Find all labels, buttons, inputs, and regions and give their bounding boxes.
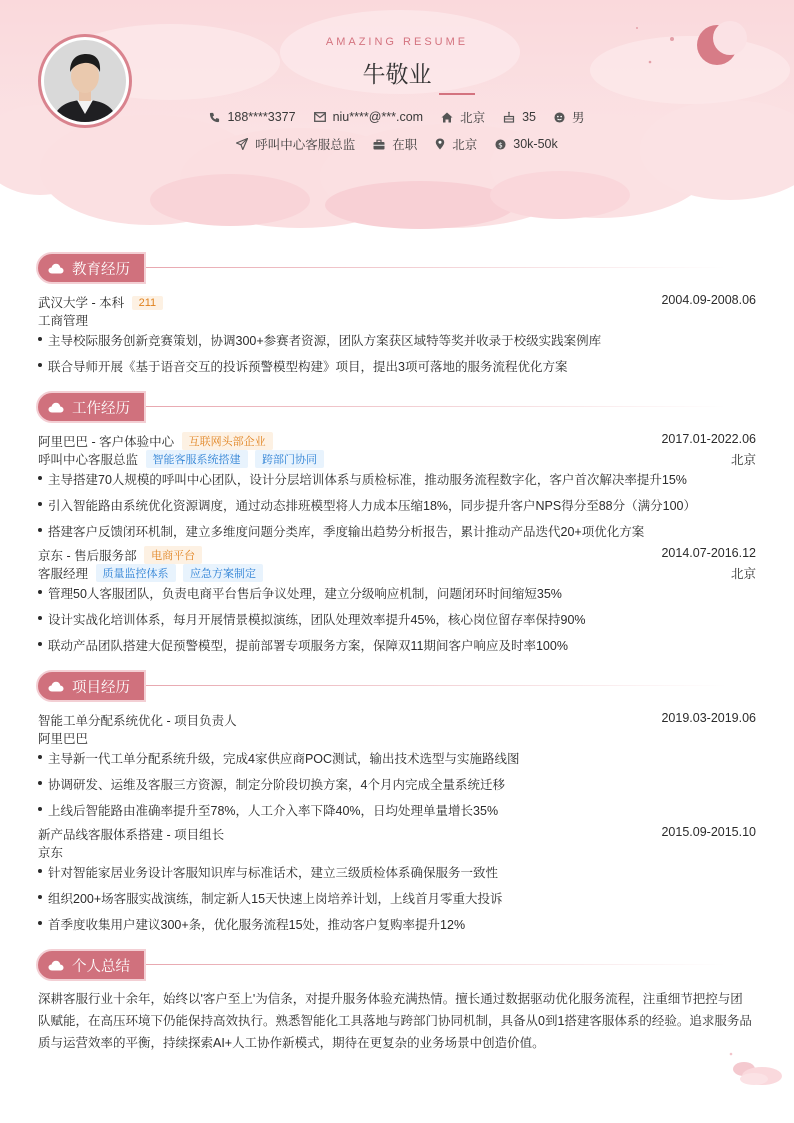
- summary-text: 深耕客服行业十余年，始终以'客户至上'为信条，对提升服务体验充满热情。擅长通过数据驱动优化服务流程，注重细节把控与团队赋能，在高压环境下仍能保持高效执行。熟悉智能化工具落地与跨部门协同机制，具备从0到1搭建客服体系的经验。追求服务品质与运营效率的平衡，持续探索AI+人工协作新模式，期待在更复杂的业务场景中创造价值。: [38, 992, 752, 1050]
- cloud-icon: [48, 402, 64, 413]
- projects-section-tab: [36, 670, 146, 702]
- contact-info-row: [0, 108, 794, 126]
- list-item: 主导校际服务创新竞赛策划，协调300+参赛者资源，团队方案获区域特等奖并收录于校级实践案例库: [38, 331, 756, 349]
- role-tag: 质量监控体系: [96, 564, 176, 582]
- candidate-name: 牛敬业: [362, 61, 432, 87]
- projects-section-header: [36, 670, 758, 704]
- list-item: 管理50人客服团队，负责电商平台售后争议处理，建立分级响应机制，问题闭环时间缩短35%: [38, 584, 756, 602]
- target-city-text: 北京: [452, 138, 478, 152]
- salary-info: [495, 135, 557, 153]
- job-role-row: [38, 564, 756, 582]
- work-section-tab: [36, 391, 146, 423]
- company-name: 阿里巴巴 - 客户体验中心: [38, 435, 175, 449]
- education-section-title: 教育经历: [72, 261, 130, 278]
- summary-section-tab: [36, 949, 146, 981]
- list-item: 主导新一代工单分配系统升级，完成4家供应商POC测试，输出技术选型与实施路线图: [38, 749, 756, 767]
- job-entry-header: [38, 546, 756, 564]
- role-tag: 智能客服系统搭建: [146, 450, 248, 468]
- list-item: 主导搭建70人规模的呼叫中心团队，设计分层培训体系与质检标准，推动服务流程数字化，客户首次解决率提升15%: [38, 470, 756, 488]
- work-section-title: 工作经历: [72, 400, 130, 417]
- job-status-info: [373, 135, 417, 153]
- project-org: 阿里巴巴: [38, 732, 89, 746]
- school-tag: 211: [132, 296, 164, 310]
- education-section-tab: [36, 252, 146, 284]
- list-item: 搭建客户反馈闭环机制，建立多维度问题分类库，季度输出趋势分析报告，累计推动产品迭代20+项优化方案: [38, 522, 756, 540]
- age-text: 35: [522, 110, 537, 124]
- job-city: 北京: [730, 567, 756, 581]
- job-status-text: 在职: [392, 138, 418, 152]
- list-item: 引入智能路由系统优化资源调度，通过动态排班模型将人力成本压缩18%，同步提升客户NPS得分至88分（满分100）: [38, 496, 756, 514]
- send-icon: [236, 138, 248, 150]
- section-divider: [146, 964, 726, 965]
- job-role: 呼叫中心客服总监: [38, 453, 139, 467]
- list-item: 上线后智能路由准确率提升至78%，人工介入率下降40%，日均处理单量增长35%: [38, 801, 756, 819]
- briefcase-icon: [373, 139, 385, 150]
- svg-text:$: $: [498, 139, 504, 149]
- cloud-icon: [48, 681, 64, 692]
- project-date: 2019.03-2019.06: [661, 711, 756, 725]
- home-icon: [441, 112, 453, 123]
- summary-section-header: [36, 949, 758, 983]
- target-city-info: [435, 135, 477, 153]
- project-name: 新产品线客服体系搭建 - 项目组长: [38, 828, 225, 842]
- school-name: 武汉大学 - 本科: [38, 296, 125, 310]
- company-name: 京东 - 售后服务部: [38, 549, 137, 563]
- job-date: 2017.01-2022.06: [661, 432, 756, 446]
- phone-text: 188****3377: [227, 110, 296, 124]
- target-position-info: [236, 135, 355, 153]
- work-section-header: [36, 391, 758, 425]
- cloud-icon: [48, 263, 64, 274]
- residence-text: 北京: [460, 111, 486, 125]
- job-role: 客服经理: [38, 567, 89, 581]
- company-tag: 互联网头部企业: [182, 432, 273, 450]
- cake-icon: [503, 111, 515, 123]
- gender-info: [554, 108, 585, 126]
- section-divider: [146, 406, 726, 407]
- education-major: 工商管理: [38, 314, 89, 328]
- project-name: 智能工单分配系统优化 - 项目负责人: [38, 714, 237, 728]
- project-entry-header: [38, 711, 756, 729]
- list-item: 协调研发、运维及客服三方资源，制定分阶段切换方案，4个月内完成全量系统迁移: [38, 775, 756, 793]
- residence-info: [441, 108, 485, 126]
- section-divider: [146, 267, 726, 268]
- list-item: 首季度收集用户建议300+条，优化服务流程15处，推动客户复购率提升12%: [38, 915, 756, 933]
- email-info: [314, 108, 424, 126]
- money-icon: [495, 139, 506, 150]
- name-underline: [439, 93, 475, 95]
- summary-section-title: 个人总结: [72, 958, 130, 975]
- list-item: 针对智能家居业务设计客服知识库与标准话术，建立三级质检体系确保服务一致性: [38, 863, 756, 881]
- job-city: 北京: [730, 453, 756, 467]
- resume-header: [0, 0, 794, 230]
- cloud-icon: [48, 960, 64, 971]
- education-date: 2004.09-2008.06: [661, 293, 756, 307]
- list-item: 联动产品团队搭建大促预警模型，提前部署专项服务方案，保障双11期间客户响应及时率100%: [38, 636, 756, 654]
- education-entry-header: [38, 293, 756, 311]
- age-info: [503, 108, 536, 126]
- salary-text: 30k-50k: [513, 137, 558, 151]
- resume-tagline: AMAZING RESUME: [325, 36, 469, 48]
- job-info-row: [0, 135, 794, 153]
- list-item: 联合导师开展《基于语音交互的投诉预警模型构建》项目，提出3项可落地的服务流程优化方案: [38, 357, 756, 375]
- job-date: 2014.07-2016.12: [661, 546, 756, 560]
- job-entry-header: [38, 432, 756, 450]
- decorative-cloud-icon: [724, 1052, 786, 1088]
- project-entry-header: [38, 825, 756, 843]
- phone-icon: [209, 112, 220, 123]
- role-tag: 应急方案制定: [183, 564, 263, 582]
- project-date: 2015.09-2015.10: [661, 825, 756, 839]
- location-pin-icon: [435, 138, 445, 150]
- company-tag: 电商平台: [144, 546, 202, 564]
- target-position-text: 呼叫中心客服总监: [255, 138, 356, 152]
- education-section-header: [36, 252, 758, 286]
- gender-text: 男: [572, 111, 585, 125]
- section-divider: [146, 685, 726, 686]
- face-icon: [554, 112, 565, 123]
- phone-info: [209, 108, 295, 126]
- role-tag: 跨部门协同: [255, 450, 324, 468]
- list-item: 组织200+场客服实战演练，制定新人15天快速上岗培养计划，上线首月零重大投诉: [38, 889, 756, 907]
- list-item: 设计实战化培训体系，每月开展情景模拟演练，团队处理效率提升45%，核心岗位留存率保持90%: [38, 610, 756, 628]
- job-role-row: [38, 450, 756, 468]
- email-text: niu****@***.com: [332, 110, 424, 124]
- mail-icon: [314, 112, 326, 122]
- project-org: 京东: [38, 846, 64, 860]
- projects-section-title: 项目经历: [72, 679, 130, 696]
